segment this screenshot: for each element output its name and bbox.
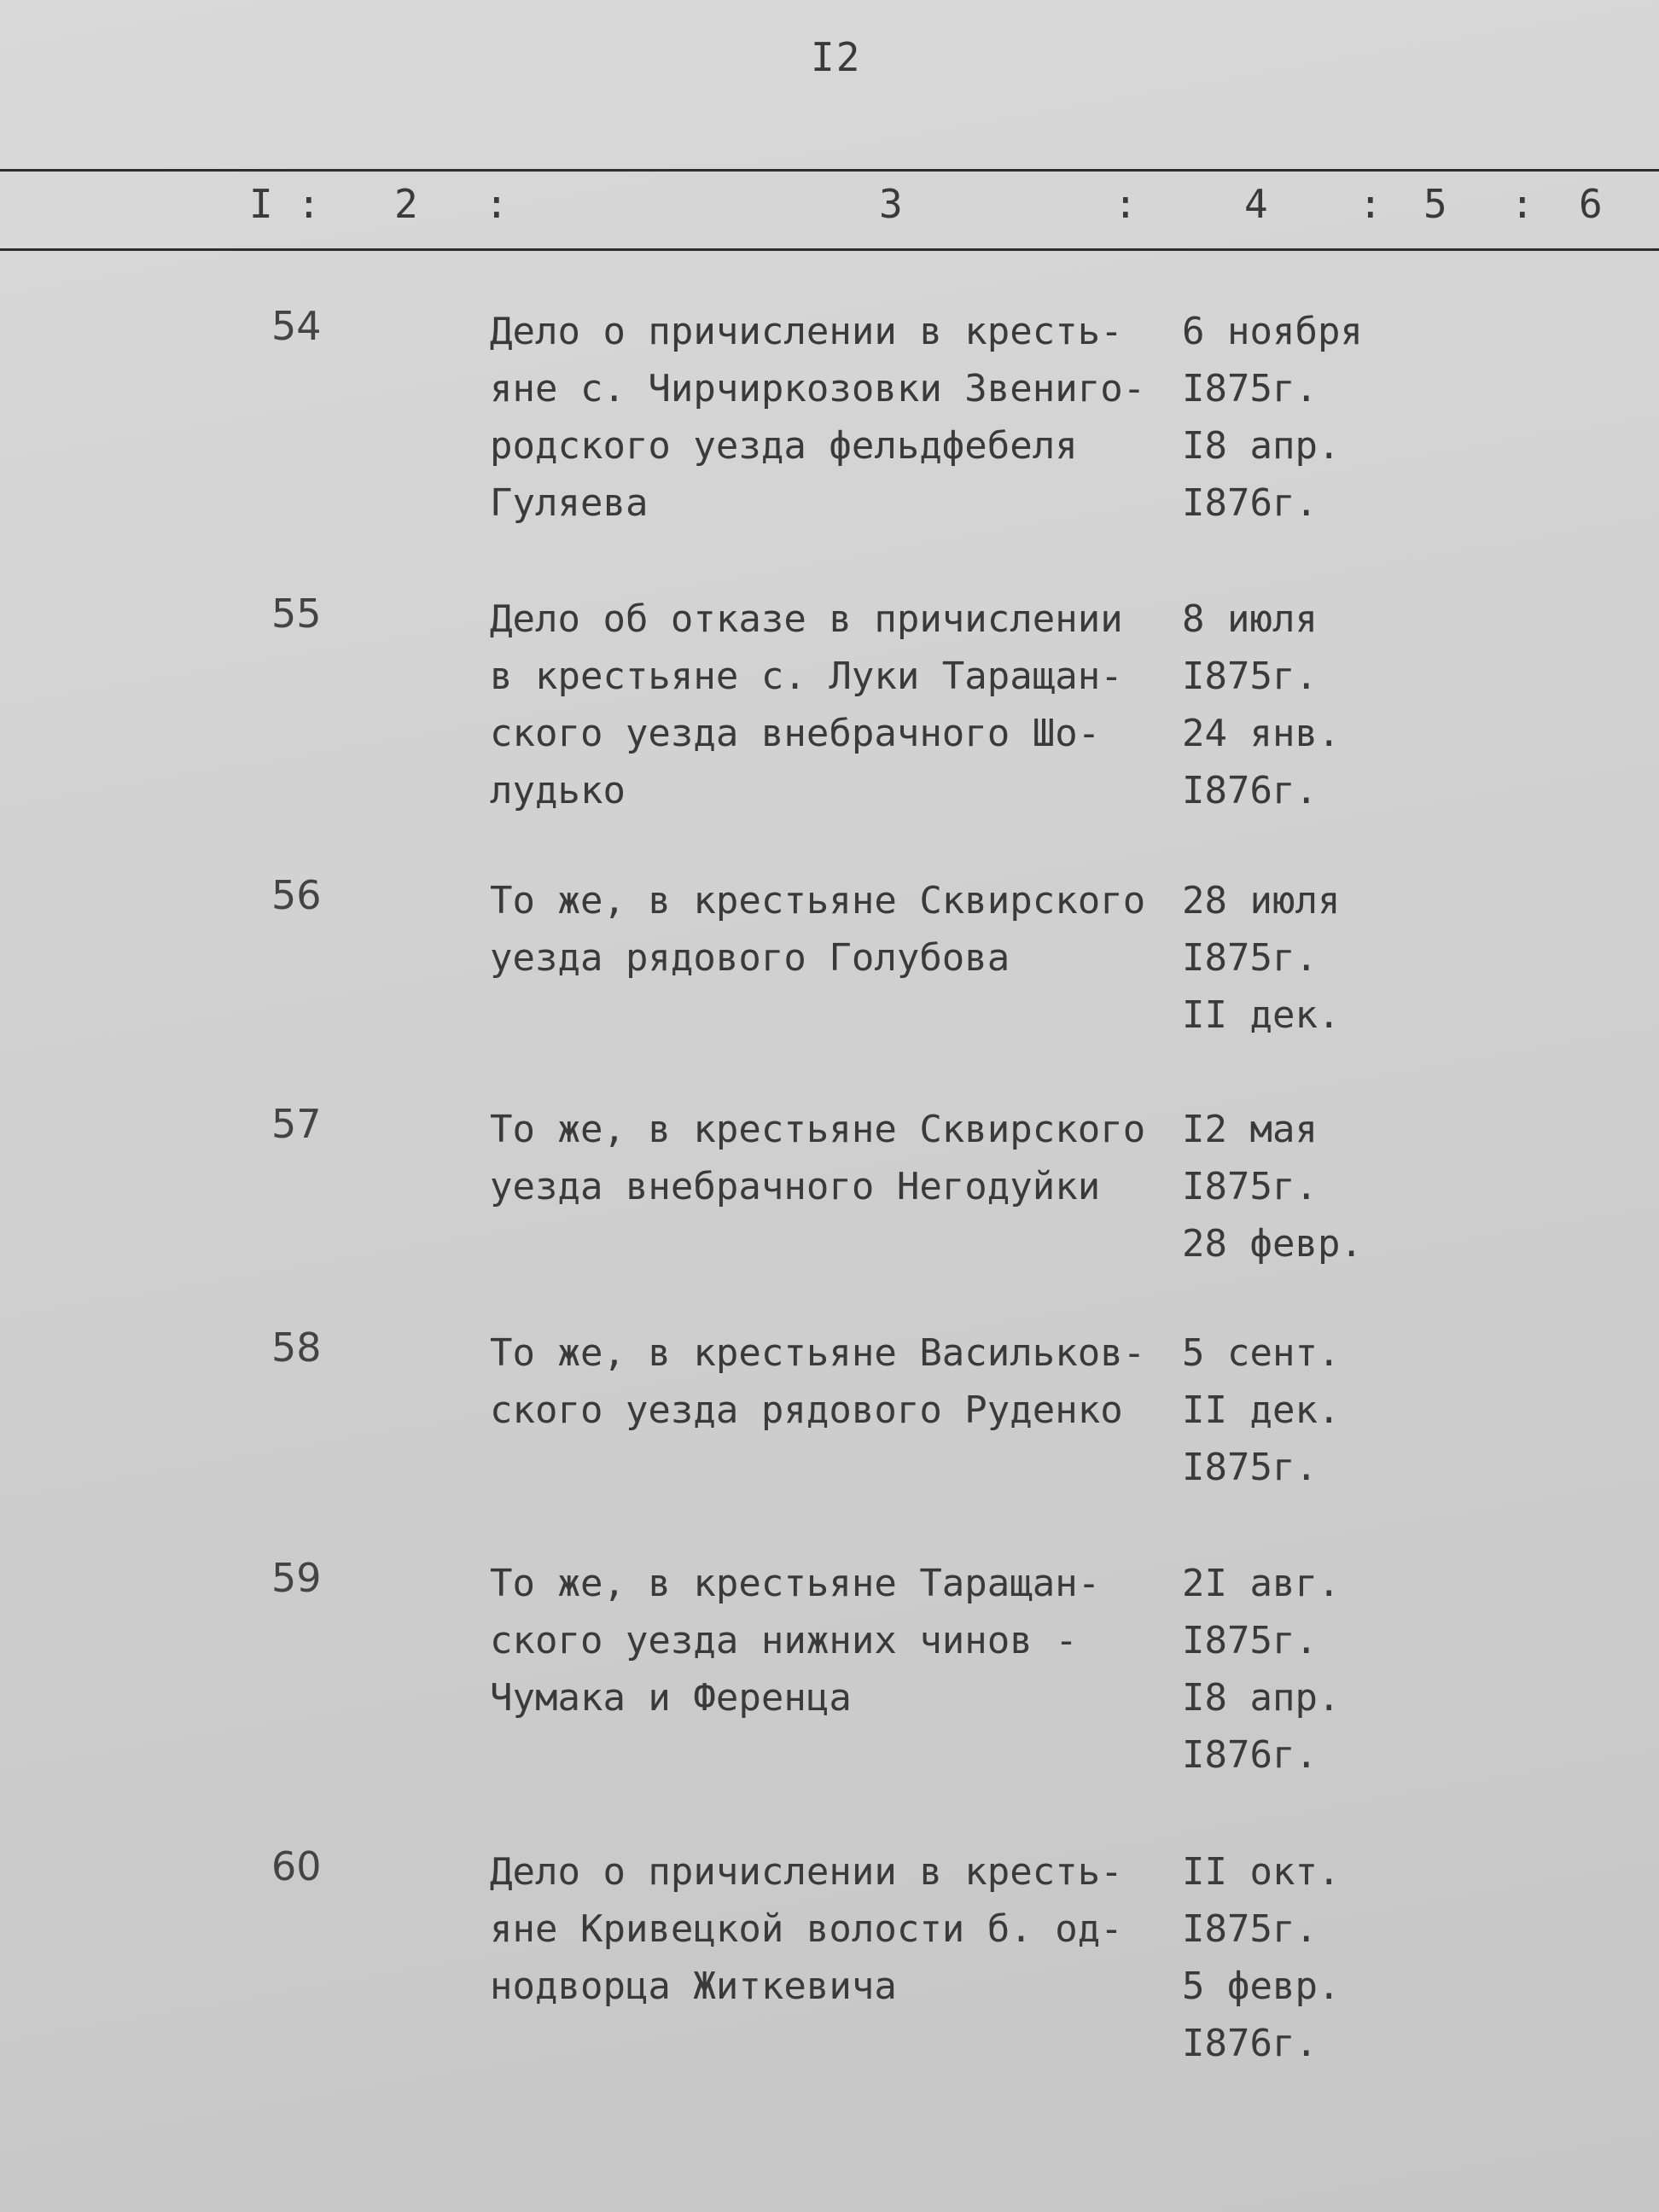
entry-date: I875г. — [1182, 1907, 1318, 1951]
header-top-rule — [0, 169, 1659, 172]
entry-number: 59 — [271, 1555, 322, 1601]
column-separator: : — [1114, 181, 1138, 227]
entry-date: I875г. — [1182, 1165, 1318, 1208]
column-separator: : — [1511, 181, 1534, 227]
entry-number: 56 — [271, 872, 322, 918]
entry-title: Дело о причислении в кресть- яне Кривецкой волости б. од- нодворца Житкевича — [490, 1850, 1123, 2008]
entry-dates — [1182, 1555, 1404, 1784]
entry-date: I2 мая — [1182, 1108, 1318, 1151]
entry-date: I875г. — [1182, 1446, 1318, 1489]
entry-date: II дек. — [1182, 1388, 1341, 1432]
entry-title: То же, в крестьяне Таращан- ского уезда нижних чинов - Чумака и Ференца — [490, 1562, 1101, 1720]
entry-number: 55 — [271, 591, 322, 637]
entry-dates — [1182, 872, 1404, 1044]
entry-title: То же, в крестьяне Васильков- ского уезда рядового Руденко — [490, 1331, 1146, 1432]
entry-date: I875г. — [1182, 655, 1318, 698]
entry-date: I876г. — [1182, 481, 1318, 525]
entry-date: 8 июля — [1182, 597, 1318, 641]
entry-dates — [1182, 1324, 1404, 1496]
entry-dates — [1182, 1843, 1404, 2072]
entry-title: То же, в крестьяне Сквирского уезда внебрачного Негодуйки — [490, 1108, 1146, 1208]
entry-date: 6 ноября — [1182, 310, 1363, 353]
entry-number: 58 — [271, 1324, 322, 1371]
column-separator: : — [1359, 181, 1382, 227]
column-header-6: 6 — [1579, 181, 1603, 227]
entry-date: I876г. — [1182, 1733, 1318, 1777]
entry-date: 5 февр. — [1182, 1965, 1341, 2008]
column-separator: : — [297, 181, 321, 227]
entry-title: Дело об отказе в причислении в крестьяне с. Луки Таращан- ского уезда внебрачного Шо- лудько — [490, 597, 1123, 812]
entry-date: I8 апр. — [1182, 424, 1341, 468]
column-header-row — [0, 181, 1659, 237]
column-header-1: I — [249, 181, 273, 227]
column-header-5: 5 — [1423, 181, 1447, 227]
entry-date: 2I авг. — [1182, 1562, 1341, 1605]
entry-dates — [1182, 1101, 1404, 1272]
entry-date: 24 янв. — [1182, 712, 1341, 755]
entry-date: I876г. — [1182, 769, 1318, 812]
entry-date: I875г. — [1182, 936, 1318, 980]
entry-date: I876г. — [1182, 2022, 1318, 2065]
page-number: I2 — [811, 34, 862, 80]
entry-date: 28 июля — [1182, 879, 1341, 923]
column-header-4: 4 — [1244, 181, 1268, 227]
entry-number: 57 — [271, 1101, 322, 1147]
entry-number: 54 — [271, 303, 322, 349]
entry-title: Дело о причислении в кресть- яне с. Чирчиркозовки Звениго- родского уезда фельдфебеля Гуляева — [490, 310, 1146, 525]
entry-date: I875г. — [1182, 367, 1318, 410]
column-separator: : — [485, 181, 509, 227]
entry-number: 60 — [271, 1843, 322, 1889]
column-header-2: 2 — [394, 181, 418, 227]
entry-date: 5 сент. — [1182, 1331, 1341, 1375]
header-bottom-rule — [0, 248, 1659, 251]
entry-dates — [1182, 303, 1404, 532]
entry-dates — [1182, 591, 1404, 819]
entry-date: II дек. — [1182, 993, 1341, 1037]
entry-title: То же, в крестьяне Сквирского уезда рядового Голубова — [490, 879, 1146, 980]
entry-date: 28 февр. — [1182, 1222, 1363, 1266]
entry-date: II окт. — [1182, 1850, 1341, 1894]
entry-date: I875г. — [1182, 1619, 1318, 1662]
column-header-3: 3 — [879, 181, 903, 227]
entry-date: I8 апр. — [1182, 1676, 1341, 1720]
